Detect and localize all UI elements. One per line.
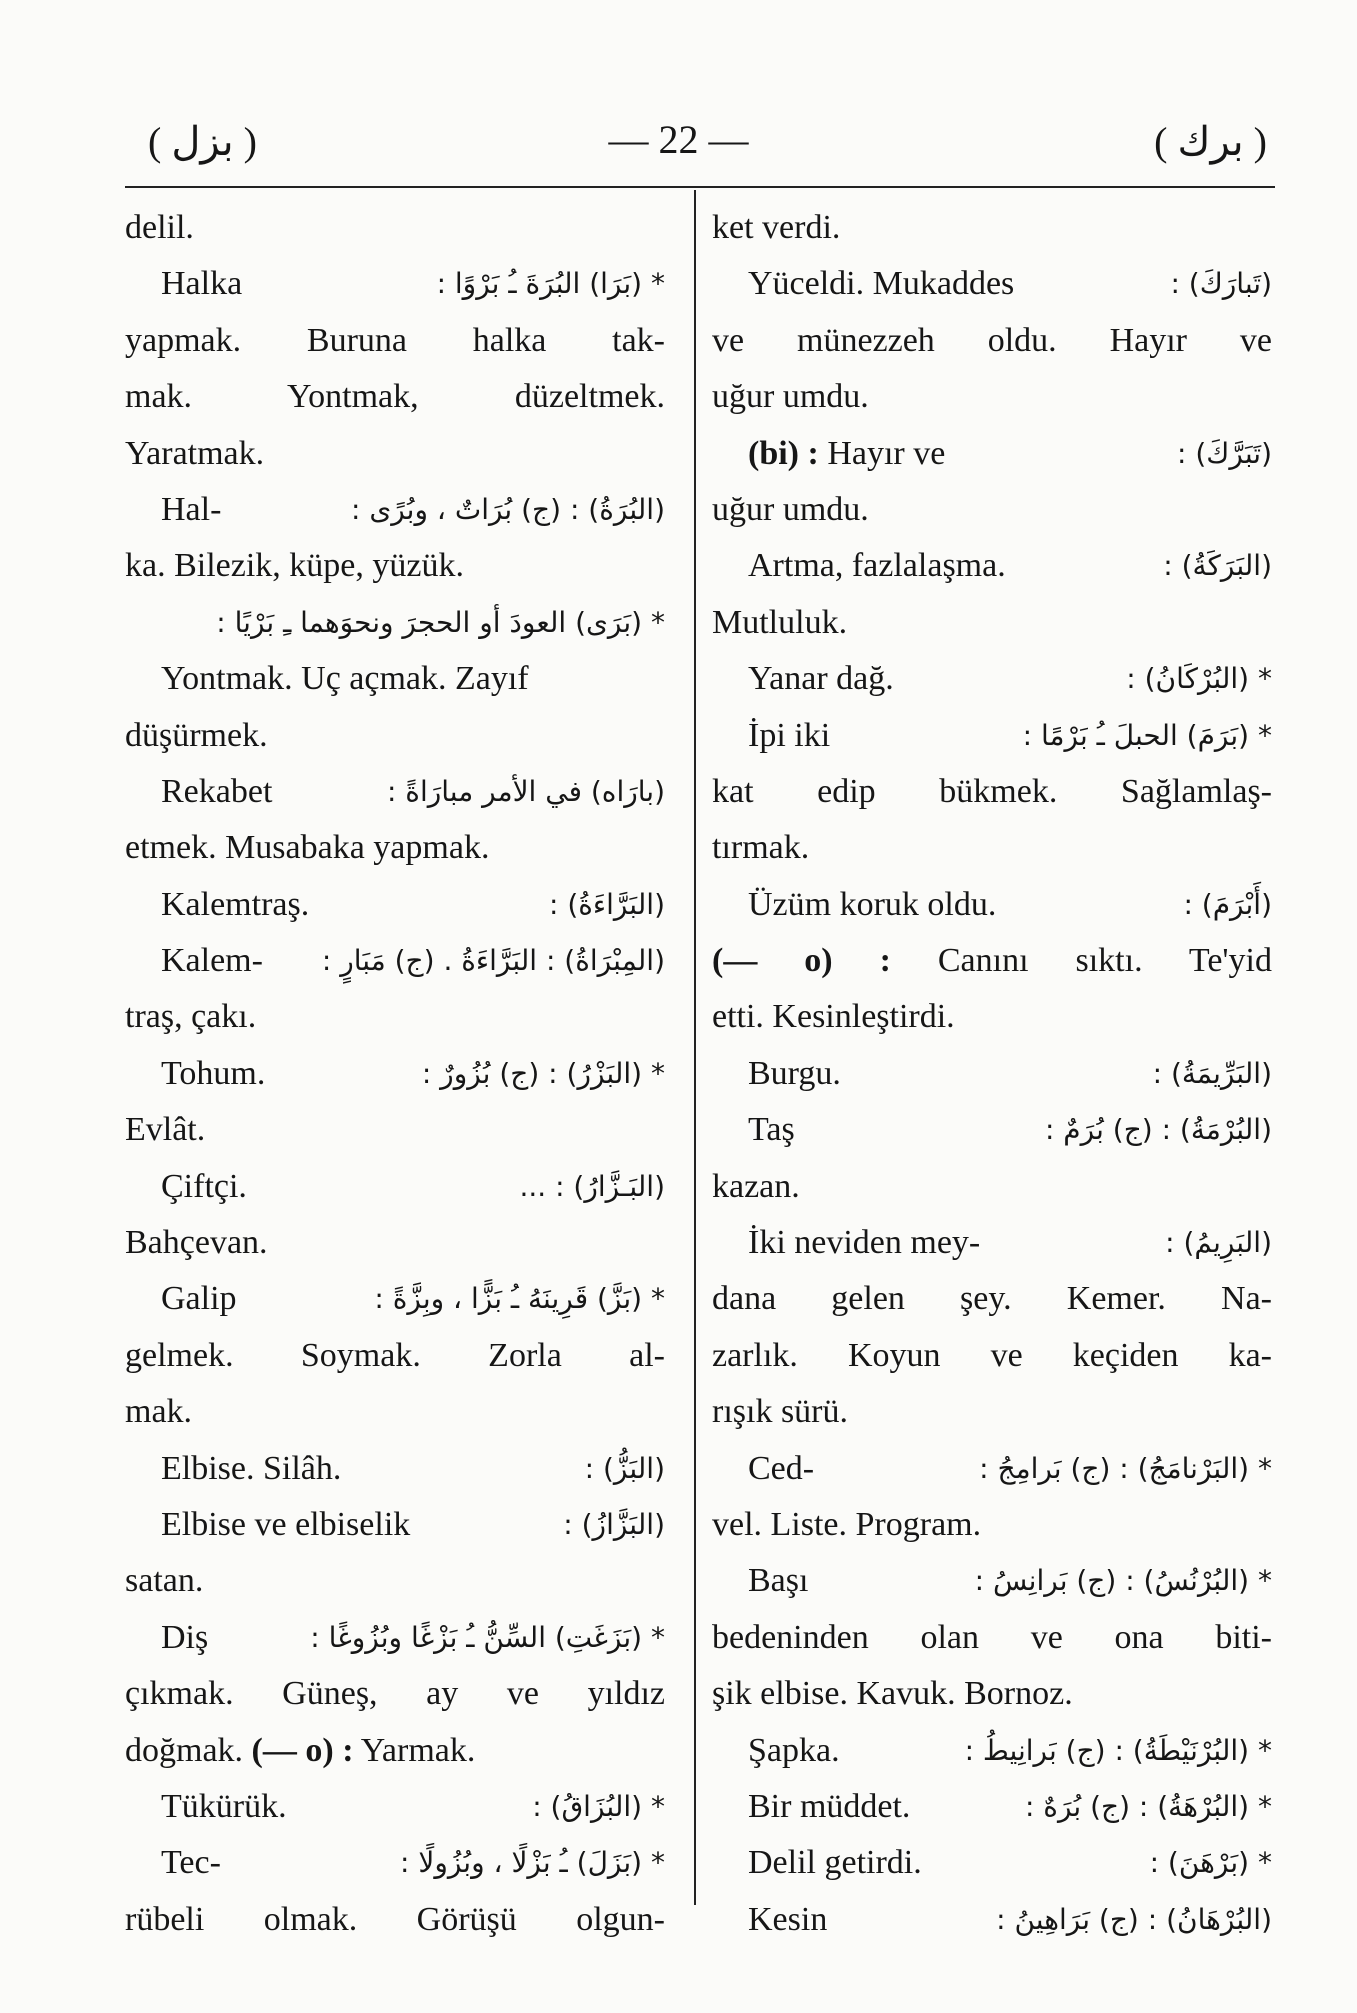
entry-line xyxy=(125,369,665,425)
arabic-headword: (المِبْرَاةُ) : البَرَّاءَةُ . (ج) مَبَارٍ : xyxy=(321,944,665,978)
turkish-text: Şapka. xyxy=(748,1731,840,1769)
turkish-text: Diş xyxy=(161,1618,209,1656)
turkish-text: Kalem- xyxy=(161,942,263,980)
turkish-text: Üzüm koruk oldu. xyxy=(748,885,997,923)
turkish-text: mak. xyxy=(125,1393,193,1431)
entry-line xyxy=(712,1779,1272,1835)
entry-line xyxy=(125,1046,665,1102)
turkish-text: Burgu. xyxy=(748,1054,841,1092)
turkish-text: delil. xyxy=(125,209,194,246)
bold-marker: (bi) : xyxy=(748,434,819,472)
entry-line xyxy=(712,877,1272,933)
turkish-text: gelmek. Soymak. Zorla al- xyxy=(125,1336,665,1374)
right-column xyxy=(712,200,1272,1948)
entry-line xyxy=(125,708,665,764)
arabic-headword: (البَزُّ) : xyxy=(584,1451,665,1485)
entry-line xyxy=(125,1779,665,1835)
entry-line xyxy=(125,1271,665,1327)
entry-line xyxy=(125,1497,665,1553)
turkish-text: Tohum. xyxy=(161,1054,266,1092)
entry-line xyxy=(712,1666,1272,1722)
entry-line xyxy=(125,764,665,820)
turkish-text-continued: Hayır ve xyxy=(818,434,946,472)
entry-line xyxy=(125,1384,665,1440)
entry-line xyxy=(125,933,665,989)
arabic-headword: * (بَرَى) العودَ أو الحجرَ ونحوَهما ـِ بَرْيًا : xyxy=(216,605,665,639)
column-divider xyxy=(694,190,696,1905)
arabic-headword: (البَرِّيمَةُ) : xyxy=(1152,1056,1272,1090)
entry-line xyxy=(712,708,1272,764)
turkish-text: dana gelen şey. Kemer. Na- xyxy=(712,1280,1272,1318)
turkish-text: traş, çakı. xyxy=(125,998,257,1036)
arabic-headword: (أَبْرَمَ) : xyxy=(1183,887,1272,921)
turkish-text: ket verdi. xyxy=(712,209,841,246)
header-left-guide-word: ( بزل ) xyxy=(148,119,257,164)
entry-line xyxy=(125,1666,665,1722)
entry-line xyxy=(125,538,665,594)
arabic-headword: * (بَرْهَنَ) : xyxy=(1149,1846,1272,1880)
turkish-text: Tükürük. xyxy=(161,1787,287,1825)
arabic-headword: (تَبارَكَ) : xyxy=(1170,267,1272,301)
entry-line xyxy=(125,426,665,482)
turkish-text: ve münezzeh oldu. Hayır ve xyxy=(712,321,1272,359)
turkish-text: Galip xyxy=(161,1280,237,1318)
arabic-headword: * (البَزْرُ) : (ج) بُزُورٌ : xyxy=(421,1056,665,1090)
turkish-text: Mutluluk. xyxy=(712,603,848,641)
arabic-headword: (البَـزَّارُ) : ... xyxy=(519,1169,665,1203)
arabic-headword: * (البُرْنَيْطَةُ) : (ج) بَرانِيطُ : xyxy=(964,1733,1272,1767)
turkish-text: Elbise ve elbiselik xyxy=(161,1505,411,1543)
turkish-text: Artma, fazlalaşma. xyxy=(748,547,1006,585)
entry-line xyxy=(712,595,1272,651)
bold-marker: (— o) : xyxy=(712,942,891,980)
turkish-text-continued: Yarmak. xyxy=(353,1731,476,1769)
entry-line xyxy=(712,1215,1272,1271)
entry-line xyxy=(712,1271,1272,1327)
turkish-text: Tec- xyxy=(161,1844,221,1882)
turkish-text-continued: Canını sıktı. Te'yid xyxy=(890,942,1272,980)
arabic-headword: * (بَرَا) البُرَةَ ـُ بَرْوًا : xyxy=(436,267,665,301)
entry-line xyxy=(125,313,665,369)
entry-line xyxy=(712,1835,1272,1891)
turkish-text: kat edip bükmek. Sağlamlaş- xyxy=(712,772,1272,810)
arabic-headword: (البُرَةُ) : (ج) بُرَاتٌ ، وبُرًى : xyxy=(350,492,665,526)
turkish-text: uğur umdu. xyxy=(712,490,869,528)
entry-line xyxy=(125,1835,665,1891)
entry-line xyxy=(125,651,665,707)
entry-line xyxy=(712,313,1272,369)
turkish-text: Bahçevan. xyxy=(125,1224,268,1262)
entry-line xyxy=(125,595,665,651)
turkish-text: Delil getirdi. xyxy=(748,1844,922,1882)
entry-line xyxy=(712,369,1272,425)
entry-line xyxy=(125,1215,665,1271)
entry-line xyxy=(712,1553,1272,1609)
entry-line xyxy=(712,1723,1272,1779)
arabic-headword: * (البُرْنُسُ) : (ج) بَرانِسُ : xyxy=(974,1564,1272,1598)
turkish-text: düşürmek. xyxy=(125,716,268,754)
entry-line xyxy=(712,1610,1272,1666)
entry-line xyxy=(125,1723,665,1779)
turkish-text: İki neviden mey- xyxy=(748,1224,981,1262)
entry-line xyxy=(712,426,1272,482)
turkish-text: Elbise. Silâh. xyxy=(161,1449,342,1487)
arabic-headword: * (بَزَغَتِ) السِّنُّ ـُ بَزْغًا وبُزُوغًا : xyxy=(310,1620,665,1654)
arabic-headword: (تَبَرَّكَ) : xyxy=(1177,436,1272,470)
turkish-text: kazan. xyxy=(712,1167,800,1205)
turkish-text: Kesin xyxy=(748,1900,828,1938)
entry-line xyxy=(712,1102,1272,1158)
arabic-headword: (البُرْهَانُ) : (ج) بَرَاهِينُ : xyxy=(996,1902,1272,1936)
turkish-text: rışık sürü. xyxy=(712,1393,848,1431)
entry-line xyxy=(125,1892,665,1948)
entry-line xyxy=(712,820,1272,876)
entry-line xyxy=(125,989,665,1045)
turkish-text: doğmak. xyxy=(125,1731,244,1769)
arabic-headword: (البَرَكَةُ) : xyxy=(1163,549,1272,583)
turkish-text: Başı xyxy=(748,1562,809,1600)
turkish-text: Evlât. xyxy=(125,1111,206,1149)
arabic-headword: (البَرَّاءَةُ) : xyxy=(548,887,665,921)
turkish-text: satan. xyxy=(125,1562,204,1600)
arabic-headword: * (البُزَاقُ) : xyxy=(532,1789,665,1823)
turkish-text: İpi iki xyxy=(748,716,831,754)
entry-line xyxy=(125,1553,665,1609)
turkish-text: Halka xyxy=(161,265,243,303)
entry-line xyxy=(125,482,665,538)
turkish-text: tırmak. xyxy=(712,829,810,867)
entry-line xyxy=(712,651,1272,707)
arabic-headword: * (بَزَلَ) ـُ بَزْلًا ، وبُزُولًا : xyxy=(400,1846,665,1880)
entry-line xyxy=(712,482,1272,538)
arabic-headword: (البَرِيمُ) : xyxy=(1165,1226,1272,1260)
left-column xyxy=(125,200,665,1948)
entry-line xyxy=(125,1610,665,1666)
entry-line xyxy=(125,1328,665,1384)
turkish-text: vel. Liste. Program. xyxy=(712,1505,982,1543)
header-rule xyxy=(125,186,1275,188)
turkish-text: Bir müddet. xyxy=(748,1787,911,1825)
arabic-headword: * (بَزَّ) قَرِينَهُ ـُ بَزًّا ، وبِزَّةً : xyxy=(374,1282,665,1316)
turkish-text: Hal- xyxy=(161,490,222,528)
entry-line xyxy=(712,538,1272,594)
entry-line xyxy=(125,1159,665,1215)
entry-line xyxy=(712,989,1272,1045)
entry-line xyxy=(712,1497,1272,1553)
entry-line xyxy=(712,1328,1272,1384)
turkish-text: bedeninden olan ve ona biti- xyxy=(712,1618,1272,1656)
turkish-text: Yontmak. Uç açmak. Zayıf xyxy=(161,660,529,698)
header-right-guide-word: ( برك ) xyxy=(1154,119,1267,164)
entry-line xyxy=(712,1159,1272,1215)
turkish-text: uğur umdu. xyxy=(712,378,869,416)
turkish-text: şik elbise. Kavuk. Bornoz. xyxy=(712,1675,1073,1713)
entry-line xyxy=(712,1892,1272,1948)
arabic-headword: * (بَرَمَ) الحبلَ ـُ بَرْمًا : xyxy=(1022,718,1272,752)
entry-line xyxy=(712,200,1272,256)
turkish-text: Yaratmak. xyxy=(125,434,265,472)
entry-line xyxy=(125,200,665,256)
turkish-text: Yüceldi. Mukaddes xyxy=(748,265,1015,303)
arabic-headword: (بارَاه) في الأمر مبارَاةً : xyxy=(386,774,665,808)
entry-line xyxy=(712,933,1272,989)
entry-line xyxy=(125,877,665,933)
entry-line xyxy=(712,256,1272,312)
entry-line xyxy=(712,764,1272,820)
entry-line xyxy=(712,1046,1272,1102)
page-number: — 22 — xyxy=(608,117,749,162)
entry-line xyxy=(712,1441,1272,1497)
turkish-text: Yanar dağ. xyxy=(748,660,894,698)
entry-line xyxy=(712,1384,1272,1440)
turkish-text: Ced- xyxy=(748,1449,815,1487)
turkish-text: zarlık. Koyun ve keçiden ka- xyxy=(712,1336,1272,1374)
arabic-headword: * (البُرْكَانُ) : xyxy=(1126,662,1272,696)
turkish-text: etti. Kesinleştirdi. xyxy=(712,998,955,1036)
entry-line xyxy=(125,1441,665,1497)
entry-line xyxy=(125,256,665,312)
turkish-text: Kalemtraş. xyxy=(161,885,310,923)
arabic-headword: (البَزَّازُ) : xyxy=(563,1507,665,1541)
turkish-text: mak. Yontmak, düzeltmek. xyxy=(125,378,665,416)
entry-line xyxy=(125,1102,665,1158)
turkish-text: etmek. Musabaka yapmak. xyxy=(125,829,490,867)
entry-line xyxy=(125,820,665,876)
turkish-text: Rekabet xyxy=(161,772,273,810)
turkish-text: rübeli olmak. Görüşü olgun- xyxy=(125,1900,665,1938)
turkish-text: çıkmak. Güneş, ay ve yıldız xyxy=(125,1675,665,1713)
turkish-text: ka. Bilezik, küpe, yüzük. xyxy=(125,547,464,585)
turkish-text: Taş xyxy=(748,1111,795,1149)
bold-marker: (— o) : xyxy=(243,1731,354,1769)
turkish-text: Çiftçi. xyxy=(161,1167,247,1205)
arabic-headword: (البُرْمَةُ) : (ج) بُرَمٌ : xyxy=(1044,1113,1272,1147)
arabic-headword: * (البُرْهَةُ) : (ج) بُرَهٌ : xyxy=(1024,1789,1272,1823)
turkish-text: yapmak. Buruna halka tak- xyxy=(125,321,665,359)
arabic-headword: * (البَرْنامَجُ) : (ج) بَرامِجُ : xyxy=(979,1451,1272,1485)
